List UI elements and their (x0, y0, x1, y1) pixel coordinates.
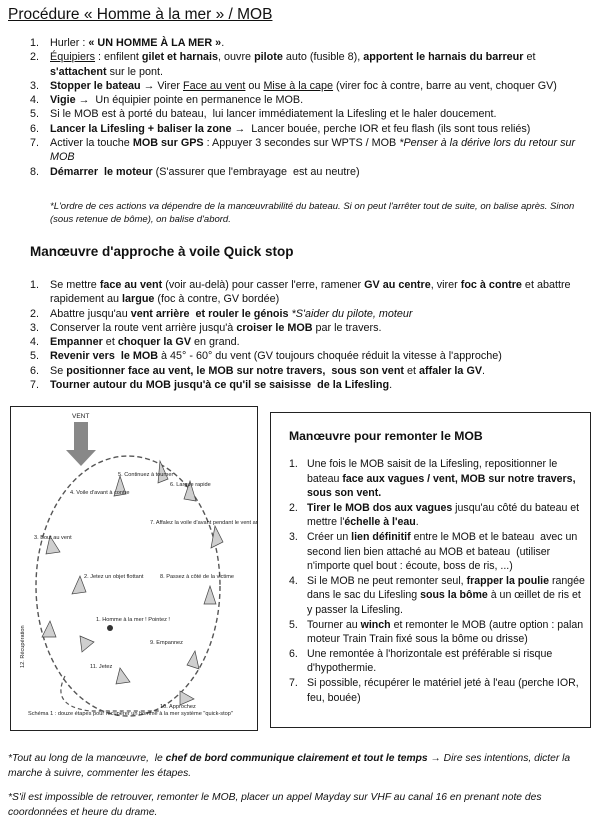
diagram-label-10: 10. Approchez (160, 704, 196, 710)
procedure-list (30, 36, 595, 179)
step-number: 7. (30, 137, 40, 150)
step-number: 2. (289, 501, 298, 514)
step-text: Si possible, récupérer le matériel jeté à l'eau (perche IOR, feu, bouée) (307, 676, 579, 704)
step-text: Tourner au winch et remonter le MOB (autre option : palan moteur Train Train fixé sous la bôme ou drisse) (307, 618, 584, 646)
step-number: 1. (30, 37, 40, 49)
step-text: Stopper le bateau → Virer Face au vent ou Mise à la cape (virer foc à contre, barre au vent, choquer GV) (50, 79, 557, 92)
note-communication: *Tout au long de la manœuvre, le chef de bord communique clairement et tout le temps → Dire ses intentions, dicter la marche à suivre, commenter les étapes. (8, 753, 571, 779)
step-number: 7. (30, 379, 40, 392)
procedure-step-1 (30, 36, 595, 50)
diagram-label-5: 5. Continuez à tourner (118, 472, 174, 478)
quickstop-step-6 (30, 364, 595, 378)
remonter-step-1 (289, 457, 585, 501)
step-text: Revenir vers le MOB à 45° - 60° du vent (GV toujours choquée réduit la vitesse à l'approche) (50, 350, 502, 363)
step-text: Créer un lien définitif entre le MOB et le bateau avec un second lien bien attaché au MOB et bateau (utiliser n'importe quel bout : écoute, boss de ris, ...) (307, 530, 578, 573)
remonter-step-7 (289, 676, 585, 705)
step-text: Vigie → Un équipier pointe en permanence le MOB. (50, 94, 304, 107)
step-text: Conserver la route vent arrière jusqu'à croiser le MOB par le travers. (50, 321, 382, 334)
step-number: 5. (30, 108, 40, 121)
quickstop-step-4 (30, 335, 595, 349)
procedure-step-3 (30, 79, 595, 93)
step-number: 1. (30, 279, 40, 291)
remonter-heading: Manœuvre pour remonter le MOB (289, 429, 483, 443)
quickstop-step-1 (30, 278, 595, 307)
step-text: Tirer le MOB dos aux vagues jusqu'au côté du bateau et mettre l'échelle à l'eau. (307, 501, 580, 529)
remonter-step-5 (289, 618, 585, 647)
step-number: 8. (30, 165, 40, 178)
diagram-label-8: 8. Passez à côté de la victime (160, 574, 234, 580)
step-number: 3. (289, 530, 298, 543)
remonter-step-6 (289, 647, 585, 676)
quickstop-step-5 (30, 349, 595, 363)
procedure-step-2 (30, 50, 595, 79)
step-number: 6. (289, 647, 298, 660)
step-number: 6. (30, 122, 40, 135)
diagram-label-3: 3. Bout au vent (34, 535, 72, 541)
step-text: Si le MOB est à porté du bateau, lui lancer immédiatement la Lifesling et le haler doucement. (50, 108, 497, 121)
diagram-label-6: 6. Largue rapide (170, 482, 211, 488)
step-number: 6. (30, 364, 40, 377)
step-text: Lancer la Lifesling + baliser la zone → Lancer bouée, perche IOR et feu flash (ils sont tous reliés) (50, 122, 531, 135)
step-number: 5. (30, 350, 40, 363)
step-number: 1. (289, 458, 298, 470)
step-text: Se mettre face au vent (voir au-delà) pour casser l'erre, ramener GV au centre, virer foc à contre et abattre rapidement au largue (foc à contre, GV bordée) (50, 279, 571, 306)
quickstop-list (30, 278, 595, 392)
step-number: 3. (30, 321, 40, 334)
step-text: Si le MOB ne peut remonter seul, frapper la poulie rangée dans le sac du Lifesling sous la bôme à un œillet de ris et y passer la Lifesling. (307, 574, 585, 616)
step-number: 7. (289, 676, 298, 689)
step-number: 4. (289, 574, 298, 587)
step-text: Activer la touche MOB sur GPS : Appuyer 3 secondes sur WPTS / MOB *Penser à la dérive lors du retour sur MOB (50, 137, 576, 164)
note-order: *L'ordre de ces actions va dépendre de la manœuvrabilité du bateau. Si on peut l'arrêter tout de suite, on balise après. Sinon (sous retenue de bôme), on balise d'abord. (50, 201, 575, 225)
quickstop-step-2 (30, 307, 595, 321)
diagram-label-9: 9. Empannez (150, 640, 183, 646)
step-number: 2. (30, 307, 40, 320)
step-text: Démarrer le moteur (S'assurer que l'embrayage est au neutre) (50, 165, 360, 178)
remonter-step-3 (289, 530, 585, 574)
procedure-step-5 (30, 107, 595, 121)
diagram-svg (10, 406, 258, 731)
step-number: 4. (30, 94, 40, 107)
procedure-step-8 (30, 165, 595, 179)
step-text: Hurler : « UN HOMME À LA MER ». (50, 37, 225, 49)
procedure-step-7 (30, 136, 595, 165)
step-number: 4. (30, 336, 40, 349)
diagram-label-7: 7. Affalez la voile d'avant pendant le vent arrière (150, 520, 258, 526)
diagram-label-2: 2. Jetez un objet flottant (84, 574, 144, 580)
diagram-caption: Schéma 1 : douze étapes pour récupérer un homme à la mer système "quick-stop" (28, 711, 233, 717)
quickstop-step-7 (30, 378, 595, 392)
step-text: Une fois le MOB saisit de la Lifesling, repositionner le bateau face aux vagues / vent, MOB sur notre travers, sous son vent. (307, 458, 576, 500)
procedure-step-6 (30, 122, 595, 136)
step-text: Se positionner face au vent, le MOB sur notre travers, sous son vent et affaler la GV. (50, 364, 486, 377)
quickstop-diagram (10, 406, 258, 731)
step-number: 2. (30, 51, 40, 64)
step-number: 3. (30, 79, 40, 92)
remonter-step-4 (289, 574, 585, 618)
diagram-label-11: 11. Jetez (90, 664, 113, 670)
step-text: Une remontée à l'horizontale est préférable si risque d'hypothermie. (307, 647, 553, 675)
step-text: Abattre jusqu'au vent arrière et rouler le génois *S'aider du pilote, moteur (50, 307, 413, 320)
diagram-label-4: 4. Voile d'avant à contre (70, 490, 130, 496)
step-number: 5. (289, 618, 298, 631)
remonter-box (270, 412, 591, 728)
procedure-step-4 (30, 93, 595, 107)
remonter-step-2 (289, 501, 585, 530)
page-title: Procédure « Homme à la mer » / MOB (8, 6, 273, 23)
wind-label: VENT (72, 413, 90, 420)
diagram-label-12: 12. Récupération (20, 625, 26, 668)
step-text: Tourner autour du MOB jusqu'à ce qu'il se saisisse de la Lifesling. (50, 379, 393, 392)
step-text: Empanner et choquer la GV en grand. (50, 336, 240, 349)
quickstop-step-3 (30, 321, 595, 335)
step-text: Équipiers : enfilent gilet et harnais, ouvre pilote auto (fusible 8), apportent le harnais du barreur et s'attachent sur le pont. (50, 51, 536, 78)
quickstop-heading: Manœuvre d'approche à voile Quick stop (30, 244, 294, 259)
note-mayday: *S'il est impossible de retrouver, remonter le MOB, placer un appel Mayday sur VHF au canal 16 en prenant note des coordonnées et heure du drame. (8, 792, 542, 818)
remonter-list (289, 457, 585, 705)
diagram-label-1: 1. Homme à la mer ! Pointez ! (96, 617, 170, 623)
